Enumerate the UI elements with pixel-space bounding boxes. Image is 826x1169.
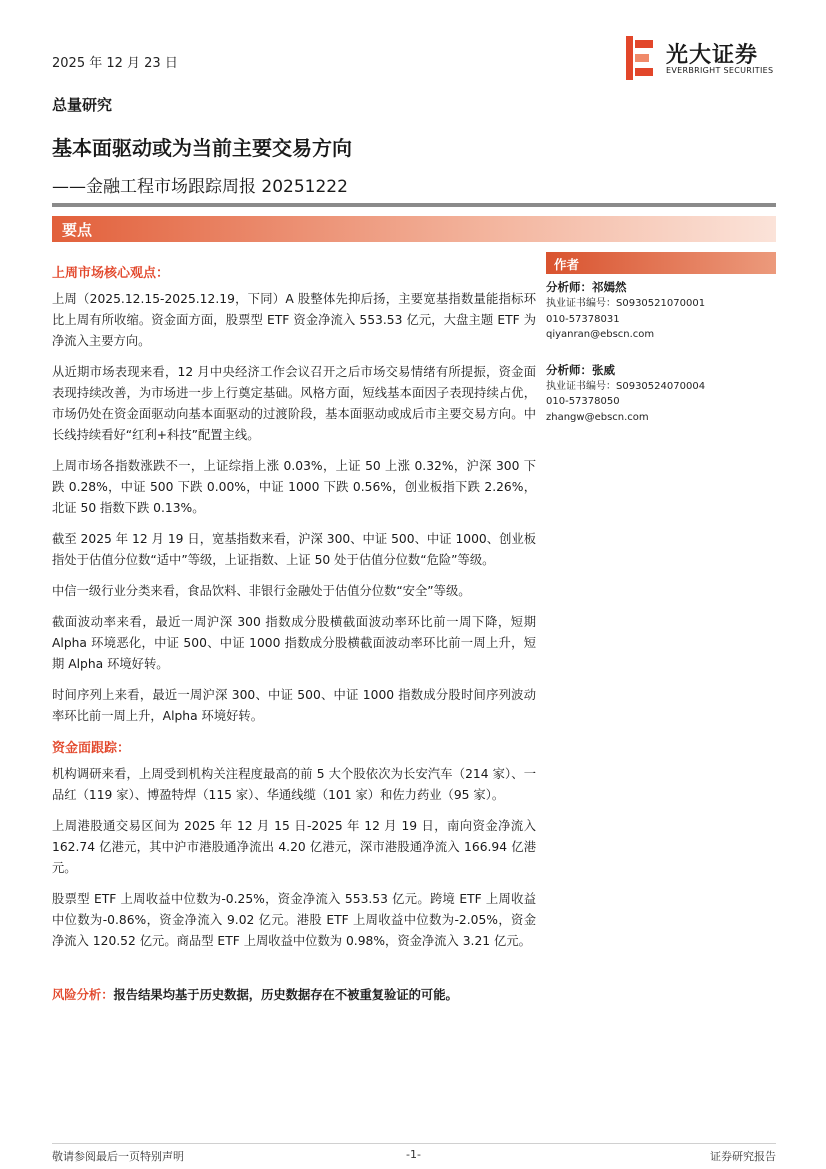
title-divider (52, 203, 776, 207)
author-sidebar (546, 252, 776, 443)
market-view-paragraph: 时间序列上来看，最近一周沪深 300、中证 500、中证 1000 指数成分股时间序列波动率环比前一周上升，Alpha 环境好转。 (52, 688, 536, 723)
fund-tracking-paragraph: 上周港股通交易区间为 2025 年 12 月 15 日-2025 年 12 月 19 日，南向资金净流入 162.74 亿港元，其中沪市港股通净流出 4.20 亿港元，深市港股通净流入 166.94 亿港元。 (52, 819, 536, 875)
analyst-phone: 010-57378050 (546, 396, 620, 407)
market-view-heading: 上周市场核心观点： (52, 266, 170, 281)
market-view-paragraph: 上周（2025.12.15-2025.12.19，下同）A 股整体先抑后扬，主要宽基指数量能指标环比上周有所收缩。资金面方面，股票型 ETF 资金净流入 553.53 亿元，大盘主题 ETF 为净流入主要方向。 (52, 292, 536, 348)
risk-text: 报告结果均基于历史数据，历史数据存在不被重复验证的可能。 (113, 988, 458, 1002)
analyst-phone: 010-57378031 (546, 313, 620, 325)
market-view-paragraph: 上周市场各指数涨跌不一，上证综指上涨 0.03%，上证 50 上涨 0.32%，沪深 300 下跌 0.28%，中证 500 下跌 0.00%，中证 1000 下跌 0.56%，创业板指下跌 2.26%，北证 50 指数下跌 0.13%。 (52, 459, 536, 515)
authors-banner (546, 252, 776, 274)
analyst-cert: 执业证书编号：S0930521070001 (546, 298, 706, 309)
analyst-card (546, 361, 776, 426)
footer-divider (52, 1143, 776, 1144)
keypoints-banner (52, 216, 776, 242)
market-view-paragraph: 中信一级行业分类来看，食品饮料、非银行金融处于估值分位数“安全”等级。 (52, 584, 471, 598)
report-category: 总量研究 (52, 96, 113, 114)
page-number: -1- (406, 1148, 421, 1161)
risk-statement (52, 985, 776, 1003)
market-view-paragraph: 从近期市场表现来看，12 月中央经济工作会议召开之后市场交易情绪有所提振，资金面表现持续改善，为市场进一步上行奠定基础。风格方面，短线基本面因子表现持续占优，市场仍处在资金面驱动向基本面驱动的过渡阶段，基本面驱动或成后市主要交易方向。中长线持续看好“红利+科技”配置主线。 (52, 365, 536, 442)
risk-label: 风险分析： (52, 988, 114, 1002)
footer-report-type: 证券研究报告 (710, 1150, 776, 1163)
page-subtitle: ——金融工程市场跟踪周报 20251222 (52, 177, 348, 197)
logo-english-name: EVERBRIGHT SECURITIES (666, 66, 774, 75)
fund-tracking-paragraph: 股票型 ETF 上周收益中位数为-0.25%，资金净流入 553.53 亿元。跨境 ETF 上周收益中位数为-0.86%，资金净流入 9.02 亿元。港股 ETF 上周收益中位数为-2.05%，资金净流入 120.52 亿元。商品型 ETF 上周收益中位数为 0.98%，资金净流入 3.21 亿元。 (52, 892, 536, 948)
company-logo (626, 36, 776, 82)
keypoints-label: 要点 (62, 221, 93, 239)
main-content (52, 258, 536, 962)
analyst-card (546, 278, 776, 343)
analyst-name: 分析师：祁嫣然 (546, 280, 627, 294)
market-view-paragraph: 截面波动率来看，最近一周沪深 300 指数成分股横截面波动率环比前一周下降，短期 Alpha 环境恶化，中证 500、中证 1000 指数成分股横截面波动率环比前一周上升，短期 Alpha 环境好转。 (52, 615, 536, 671)
analyst-name: 分析师：张威 (546, 362, 615, 377)
everbright-logo-icon (626, 36, 656, 80)
analyst-cert: 执业证书编号：S0930524070004 (546, 380, 706, 392)
authors-label: 作者 (554, 257, 580, 272)
report-date: 2025 年 12 月 23 日 (52, 56, 178, 71)
page-title: 基本面驱动或为当前主要交易方向 (52, 136, 352, 160)
analyst-email[interactable]: zhangw@ebscn.com (546, 411, 649, 423)
fund-tracking-heading: 资金面跟踪： (52, 741, 131, 756)
analyst-email[interactable]: qiyanran@ebscn.com (546, 329, 655, 340)
market-view-paragraph: 截至 2025 年 12 月 19 日，宽基指数来看，沪深 300、中证 500、中证 1000、创业板指处于估值分位数“适中”等级，上证指数、上证 50 处于估值分位数“危险”等级。 (52, 532, 536, 567)
footer-disclaimer-note: 敬请参阅最后一页特别声明 (52, 1150, 184, 1163)
fund-tracking-paragraph: 机构调研来看，上周受到机构关注程度最高的前 5 大个股依次为长安汽车（214 家）、一品红（119 家）、博盈特焊（115 家）、华通线缆（101 家）和佐力药业（95 家）。 (52, 767, 536, 802)
logo-chinese-name: 光大证券 (666, 43, 759, 68)
